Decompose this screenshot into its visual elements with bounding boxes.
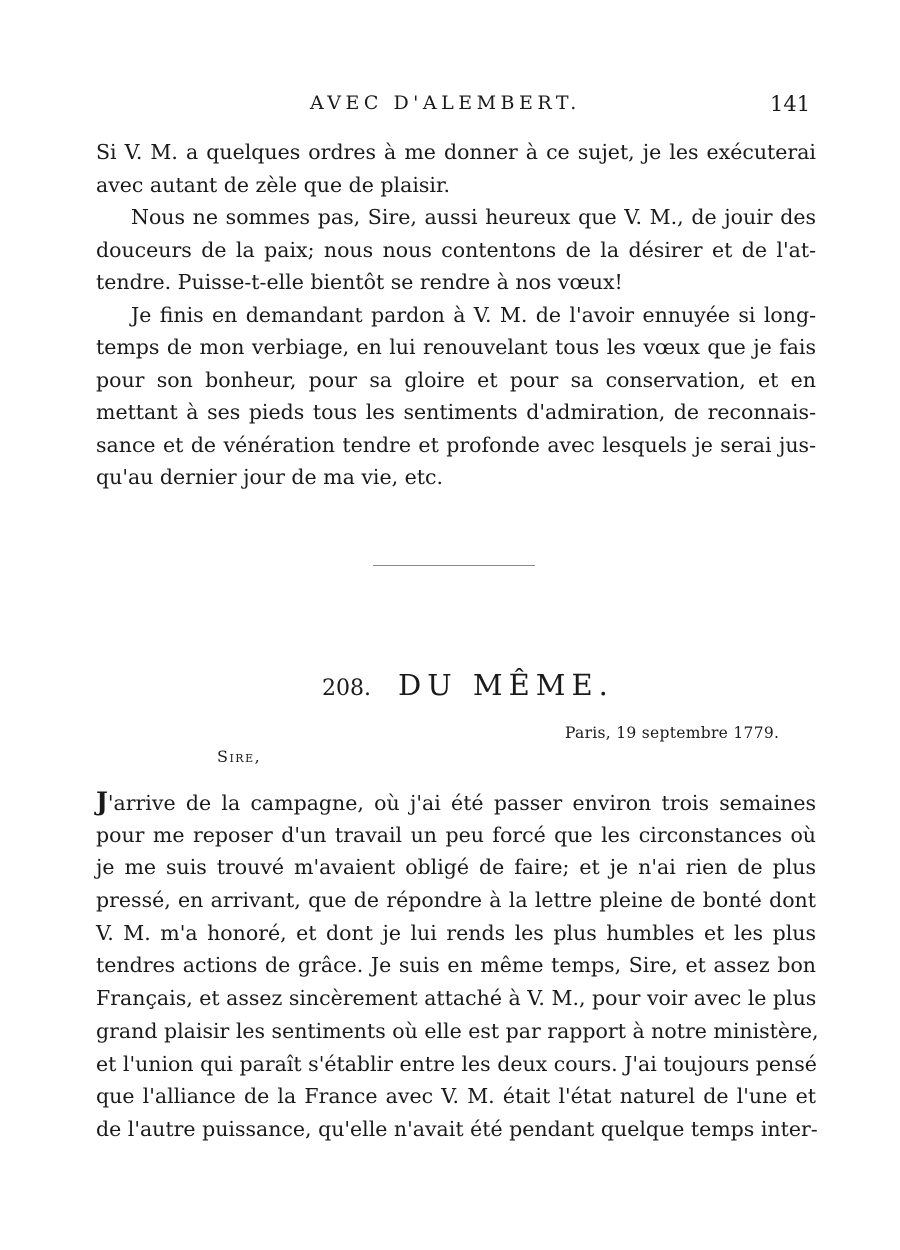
running-head [0, 92, 900, 122]
letter-number: 208. [322, 676, 371, 701]
first-line [96, 786, 816, 819]
text-line: Si V. M. a quelques ordres à me donner à ce sujet, je les exécuterai [96, 140, 816, 164]
text-line: tendre. Puisse-t-elle bientôt se rendre à nos vœux! [96, 270, 623, 294]
text-line: mettant à ses pieds tous les sentiments d'admiration, de reconnais- [96, 400, 816, 424]
page-number: 141 [770, 92, 811, 116]
running-title: AVEC D'ALEMBERT. [310, 92, 581, 114]
dateline: Paris, 19 septembre 1779. [565, 724, 780, 742]
text-line: de l'autre puissance, qu'elle n'avait été pendant quelque temps inter- [96, 1116, 818, 1141]
text-line: Je finis en demandant pardon à V. M. de l'avoir ennuyée si long- [131, 302, 816, 327]
letter-body [96, 786, 819, 1146]
text-line: pour son bonheur, pour sa gloire et pour sa conservation, et en [96, 367, 816, 392]
salutation: Sire, [217, 747, 262, 766]
text-line: pressé, en arrivant, que de répondre à la lettre pleine de bonté dont [96, 888, 816, 913]
text-line: qu'au dernier jour de ma vie, etc. [96, 465, 443, 489]
text-line: temps de mon verbiage, en lui renouvelant tous les vœux que je fais [96, 335, 816, 359]
continuation-text [96, 136, 816, 494]
letter-heading [0, 668, 900, 708]
section-divider [373, 565, 535, 566]
text-line: sance et de vénération tendre et profonde avec lesquels je serai jus- [96, 432, 816, 457]
letter-title: DU MÊME. [398, 668, 614, 702]
text-line: grand plaisir les sentiments où elle est par rapport à notre ministère, [96, 1018, 819, 1043]
text-line: que l'alliance de la France avec V. M. était l'état naturel de l'une et [96, 1084, 816, 1109]
text-line: Nous ne sommes pas, Sire, aussi heureux que V. M., de jouir des [131, 205, 816, 229]
text-line: tendres actions de grâce. Je suis en même temps, Sire, et assez bon [96, 953, 816, 978]
text-line: et l'union qui paraît s'établir entre les deux cours. J'ai toujours pensé [96, 1051, 817, 1076]
text-line: avec autant de zèle que de plaisir. [96, 172, 451, 197]
text-line: V. M. m'a honoré, et dont je lui rends les plus humbles et les plus [96, 920, 816, 945]
text-line: pour me reposer d'un travail un peu forcé que les circonstances où [96, 822, 816, 847]
text-line: douceurs de la paix; nous nous contentons de la désirer et de l'at- [96, 237, 816, 262]
text-line: je me suis trouvé m'avaient obligé de faire; et je n'ai rien de plus [96, 855, 816, 880]
drop-cap: J [96, 787, 108, 816]
text-line: Français, et assez sincèrement attaché à V. M., pour voir avec le plus [96, 986, 817, 1011]
first-line-text: 'arrive de la campagne, où j'ai été passer environ trois semaines [107, 791, 816, 815]
